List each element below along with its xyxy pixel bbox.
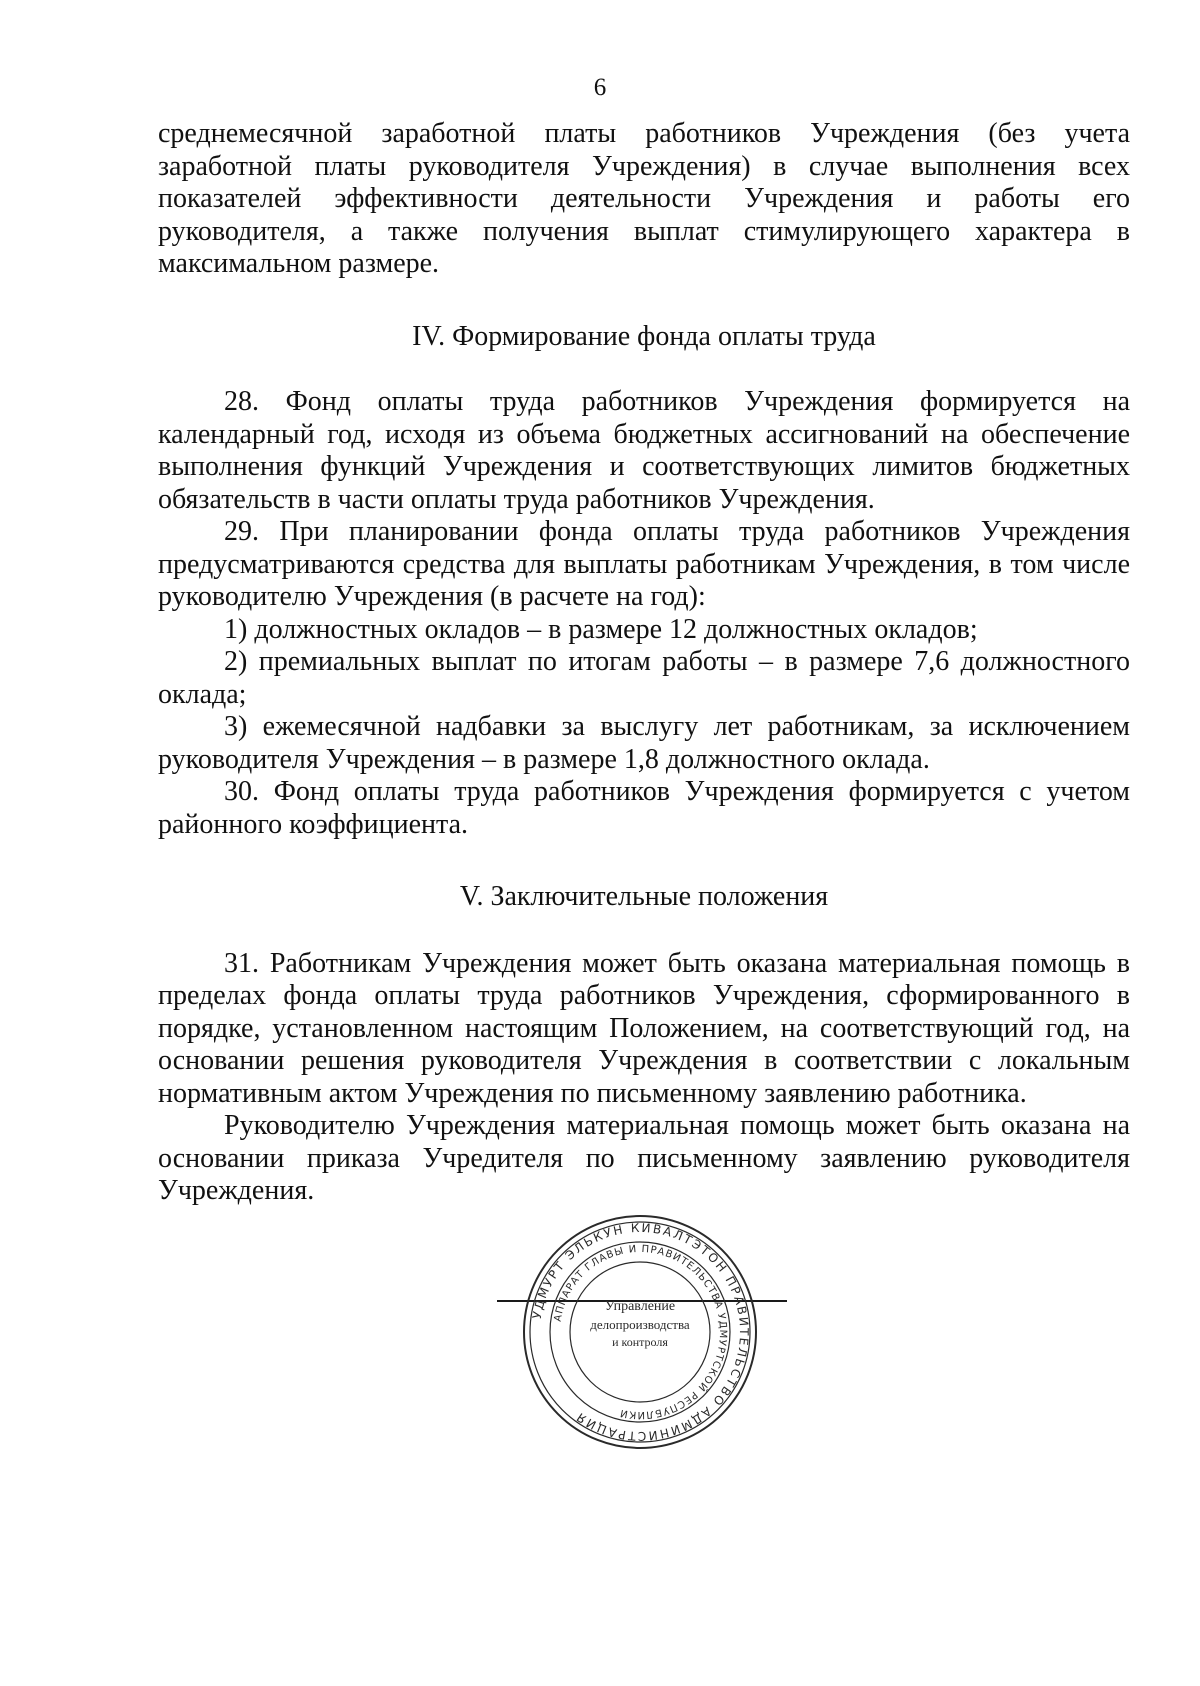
seal-inner-ring-text: АППАРАТ ГЛАВЫ И ПРАВИТЕЛЬСТВА УДМУРТСКОЙ РЕСПУБЛИКИ [552, 1243, 729, 1421]
seal-outer-ring-text: УДМУРТ ЭЛЬКУН КИВАЛТЭТОН ПРАВИТЕЛЬСТВО АДМИНИСТРАЦИЯ [529, 1220, 752, 1444]
paragraph-28: 28. Фонд оплаты труда работников Учреждения формируется на календарный год, исходя из объема бюджетных ассигнований на обеспечение выполнения функций Учреждения и соответствующих лимитов бюджетных обязательств в части оплаты труда работников Учреждения. [158, 386, 1130, 515]
page-number: 6 [593, 74, 607, 101]
document-body [158, 118, 1130, 1208]
paragraph-29: 29. При планировании фонда оплаты труда работников Учреждения предусматриваются средства для выплаты работникам Учреждения, в том числе руководителю Учреждения (в расчете на год): [158, 516, 1130, 612]
seal-center-line-3: и контроля [612, 1335, 668, 1349]
paragraph-29-item-3: 3) ежемесячной надбавки за выслугу лет работникам, за исключением руководителя Учреждения – в размере 1,8 должностного оклада. [158, 711, 1130, 775]
seal-center-line-2: делопроизводства [590, 1317, 690, 1332]
paragraph-31-continuation: Руководителю Учреждения материальная помощь может быть оказана на основании приказа Учредителя по письменному заявлению руководителя Учреждения. [158, 1110, 1130, 1206]
paragraph-intro: среднемесячной заработной платы работников Учреждения (без учета заработной платы руководителя Учреждения) в случае выполнения всех показателей эффективности деятельности Учреждения и работы его руководителя, а также получения выплат стимулирующего характера в максимальном размере. [158, 118, 1130, 279]
paragraph-29-item-2: 2) премиальных выплат по итогам работы – в размере 7,6 должностного оклада; [158, 646, 1130, 710]
official-seal-stamp [520, 1212, 760, 1452]
section-heading-v: V. Заключительные положения [459, 881, 829, 912]
section-heading-iv: IV. Формирование фонда оплаты труда [412, 320, 876, 352]
paragraph-30: 30. Фонд оплаты труда работников Учреждения формируется с учетом районного коэффициента. [158, 776, 1130, 840]
seal-center-line-1: Управление [604, 1299, 676, 1314]
paragraph-29-item-1: 1) должностных окладов – в размере 12 должностных окладов; [224, 613, 978, 645]
paragraph-31: 31. Работникам Учреждения может быть оказана материальная помощь в пределах фонда оплаты труда работников Учреждения, сформированного в порядке, установленном настоящим Положением, на соответствующий год, на основании решения руководителя Учреждения в соответствии с локальным нормативным актом Учреждения по письменному заявлению работника. [158, 947, 1130, 1109]
